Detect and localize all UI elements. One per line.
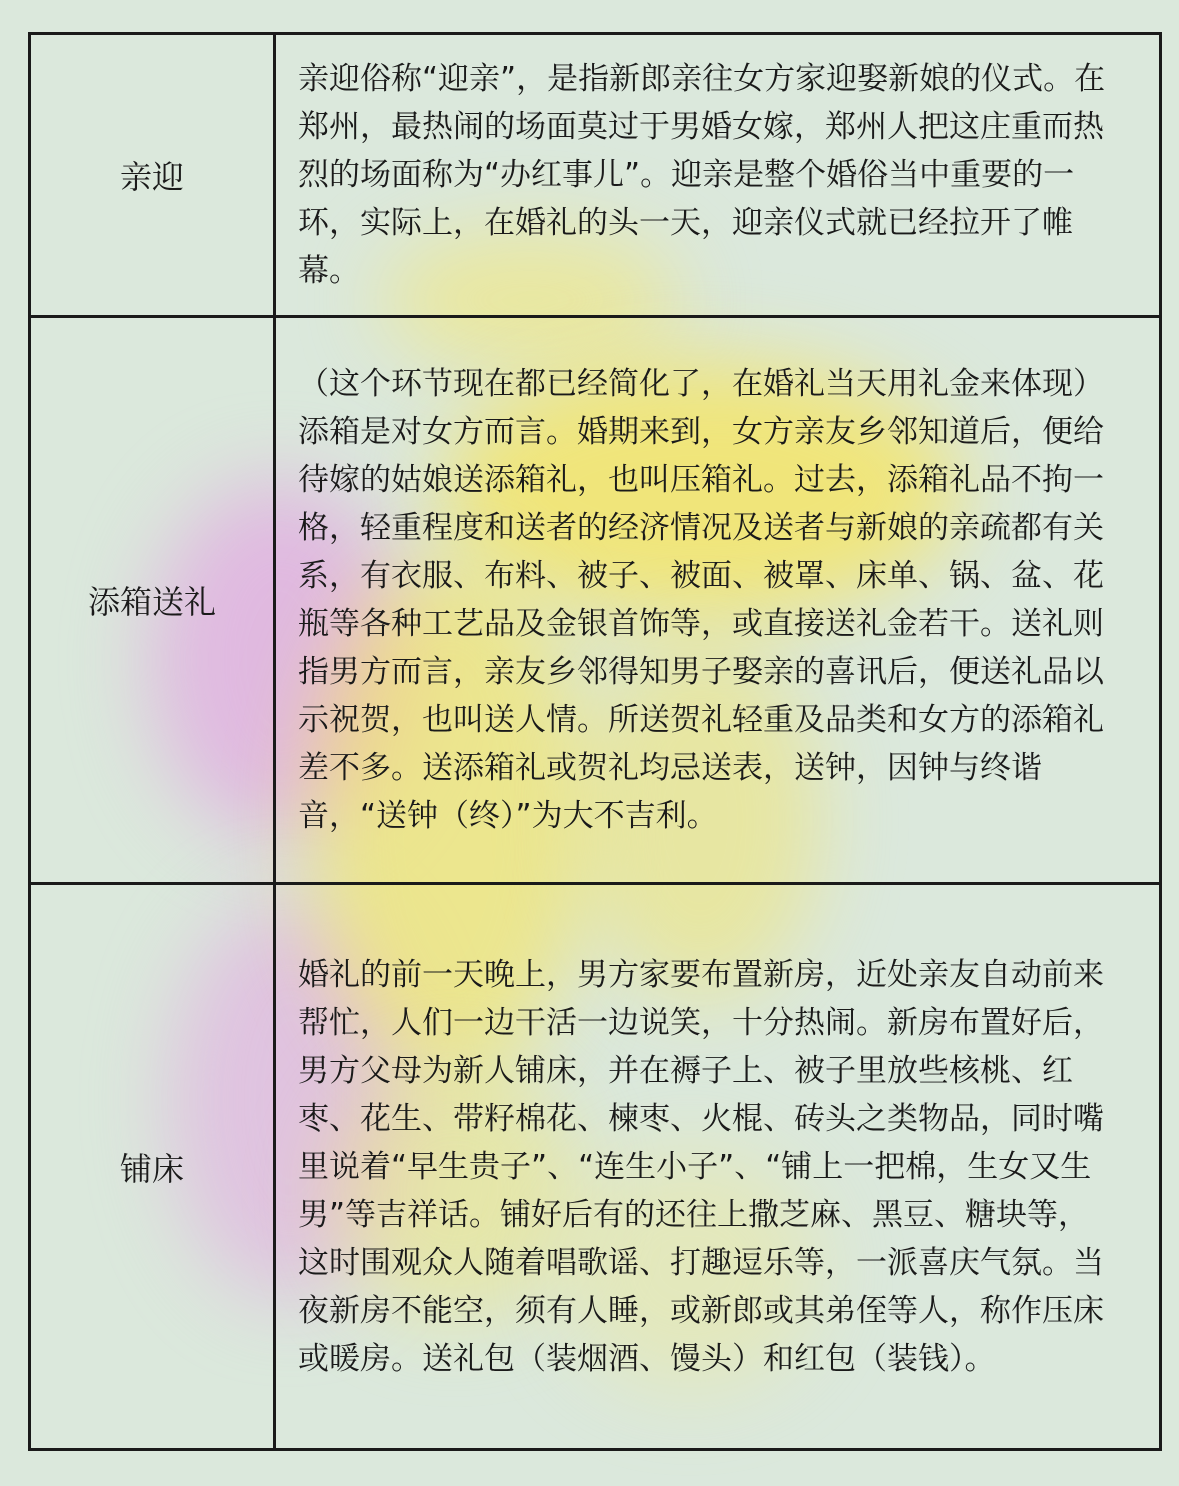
table-row [30, 884, 1161, 1450]
custom-term-cell: 铺床 [30, 884, 275, 1450]
custom-description-cell: （这个环节现在都已经简化了，在婚礼当天用礼金来体现）添箱是对女方而言。婚期来到，女方亲友乡邻知道后，便给待嫁的姑娘送添箱礼，也叫压箱礼。过去，添箱礼品不拘一格，轻重程度和送者的经济情况及送者与新娘的亲疏都有关系，有衣服、布料、被子、被面、被罩、床单、锅、盆、花瓶等各种工艺品及金银首饰等，或直接送礼金若干。送礼则指男方而言，亲友乡邻得知男子娶亲的喜讯后，便送礼品以示祝贺，也叫送人情。所送贺礼轻重及品类和女方的添箱礼差不多。送添箱礼或贺礼均忌送表，送钟，因钟与终谐音，“送钟（终）”为大不吉利。 [275, 317, 1161, 884]
wedding-customs-table [28, 32, 1162, 1451]
custom-term-cell: 亲迎 [30, 34, 275, 317]
custom-description-cell: 亲迎俗称“迎亲”，是指新郎亲往女方家迎娶新娘的仪式。在郑州，最热闹的场面莫过于男婚女嫁，郑州人把这庄重而热烈的场面称为“办红事儿”。迎亲是整个婚俗当中重要的一环，实际上，在婚礼的头一天，迎亲仪式就已经拉开了帷幕。 [275, 34, 1161, 317]
custom-description-cell: 婚礼的前一天晚上，男方家要布置新房，近处亲友自动前来帮忙，人们一边干活一边说笑，十分热闹。新房布置好后，男方父母为新人铺床，并在褥子上、被子里放些核桃、红枣、花生、带籽棉花、楝枣、火棍、砖头之类物品，同时嘴里说着“早生贵子”、“连生小子”、“铺上一把棉，生女又生男”等吉祥话。铺好后有的还往上撒芝麻、黑豆、糖块等，这时围观众人随着唱歌谣、打趣逗乐等，一派喜庆气氛。当夜新房不能空，须有人睡，或新郎或其弟侄等人，称作压床或暖房。送礼包（装烟酒、馒头）和红包（装钱）。 [275, 884, 1161, 1450]
table-row [30, 317, 1161, 884]
table-body [30, 34, 1161, 1450]
table-row [30, 34, 1161, 317]
custom-term-cell: 添箱送礼 [30, 317, 275, 884]
